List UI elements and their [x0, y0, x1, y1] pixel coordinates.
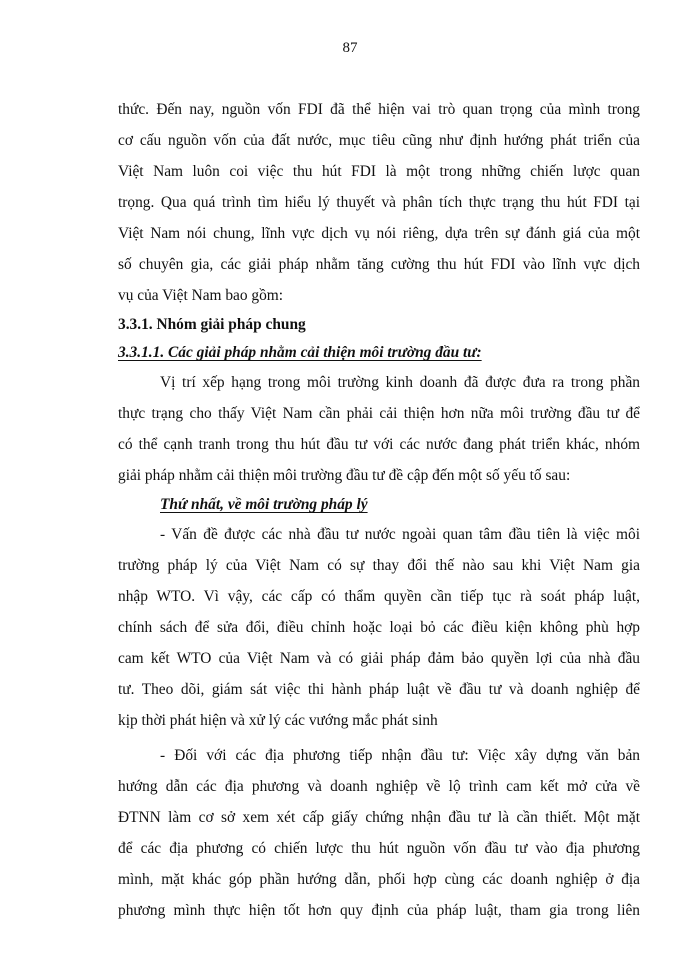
text-line: số chuyên gia, các giải pháp nhằm tăng cường thu hút FDI vào lĩnh vực dịch: [118, 256, 640, 273]
paragraph-environment: [118, 367, 640, 491]
text-line: kịp thời phát hiện và xử lý các vướng mắc phát sinh: [118, 712, 438, 729]
subsection-heading: [118, 338, 640, 367]
subheading-legal-text: Thứ nhất, về môi trường pháp lý: [160, 496, 368, 513]
text-line: - Vấn đề được các nhà đầu tư nước ngoài quan tâm đầu tiên là việc môi: [160, 526, 640, 543]
text-line: trường pháp lý của Việt Nam có sự thay đổi thế nào sau khi Việt Nam gia: [118, 557, 640, 574]
paragraph-legal: [118, 519, 640, 736]
page-number: 87: [342, 40, 358, 56]
text-line: vụ của Việt Nam bao gồm:: [118, 287, 284, 304]
text-line: để các địa phương có chiến lược thu hút nguồn vốn đầu tư vào địa phương: [118, 840, 640, 857]
text-line: Việt Nam luôn coi việc thu hút FDI là một trong những chiến lược quan: [118, 163, 640, 180]
section-heading: 3.3.1. Nhóm giải pháp chung: [118, 316, 306, 333]
text-line: hướng dẫn các địa phương và doanh nghiệp về lộ trình cam kết mở cửa về: [118, 778, 640, 795]
text-line: thực trạng cho thấy Việt Nam cần phải cải thiện hơn nữa môi trường đầu tư để: [118, 405, 640, 422]
text-line: phương mình thực hiện tốt hơn quy định của pháp luật, tham gia trong liên: [118, 902, 640, 919]
text-line: cơ cấu nguồn vốn của đất nước, mục tiêu cũng như định hướng phát triển của: [118, 132, 640, 149]
text-line: ĐTNN làm cơ sở xem xét cấp giấy chứng nhận đầu tư là cần thiết. Một mặt: [118, 809, 640, 826]
text-line: chính sách để sửa đổi, điều chỉnh hoặc loại bỏ các điều kiện không phù hợp: [118, 619, 640, 636]
text-line: thức. Đến nay, nguồn vốn FDI đã thể hiện vai trò quan trọng của mình trong: [118, 101, 640, 118]
subsection-heading-text: 3.3.1.1. Các giải pháp nhằm cải thiện môi trường đầu tư:: [118, 344, 482, 361]
text-line: tư. Theo dõi, giám sát việc thi hành pháp luật về đầu tư và doanh nghiệp để: [118, 681, 640, 698]
text-line: nhập WTO. Vì vậy, các cấp có thẩm quyền cần tiếp tục rà soát pháp luật,: [118, 588, 640, 605]
text-line: giải pháp nhằm cải thiện môi trường đầu tư đề cập đến một số yếu tố sau:: [118, 467, 571, 484]
text-line: cam kết WTO của Việt Nam và có giải pháp đảm bảo quyền lợi của nhà đầu: [118, 650, 640, 667]
intro-paragraph: [118, 94, 640, 311]
text-line: mình, mặt khác góp phần hướng dẫn, phối hợp cùng các doanh nghiệp ở địa: [118, 871, 640, 888]
text-line: Việt Nam nói chung, lĩnh vực dịch vụ nói riêng, dựa trên sự đánh giá của một: [118, 225, 640, 242]
text-line: - Đối với các địa phương tiếp nhận đầu tư: Việc xây dựng văn bản: [160, 747, 640, 764]
text-line: trọng. Qua quá trình tìm hiểu lý thuyết và phân tích thực trạng thu hút FDI tại: [118, 194, 640, 211]
paragraph-localities: [118, 740, 640, 926]
subheading-legal-environment: [118, 491, 640, 519]
text-line: có thể cạnh tranh trong thu hút đầu tư với các nước đang phát triển khác, nhóm: [118, 436, 640, 453]
document-body: [118, 94, 640, 926]
text-line: Vị trí xếp hạng trong môi trường kinh doanh đã được đưa ra trong phần: [160, 374, 640, 391]
